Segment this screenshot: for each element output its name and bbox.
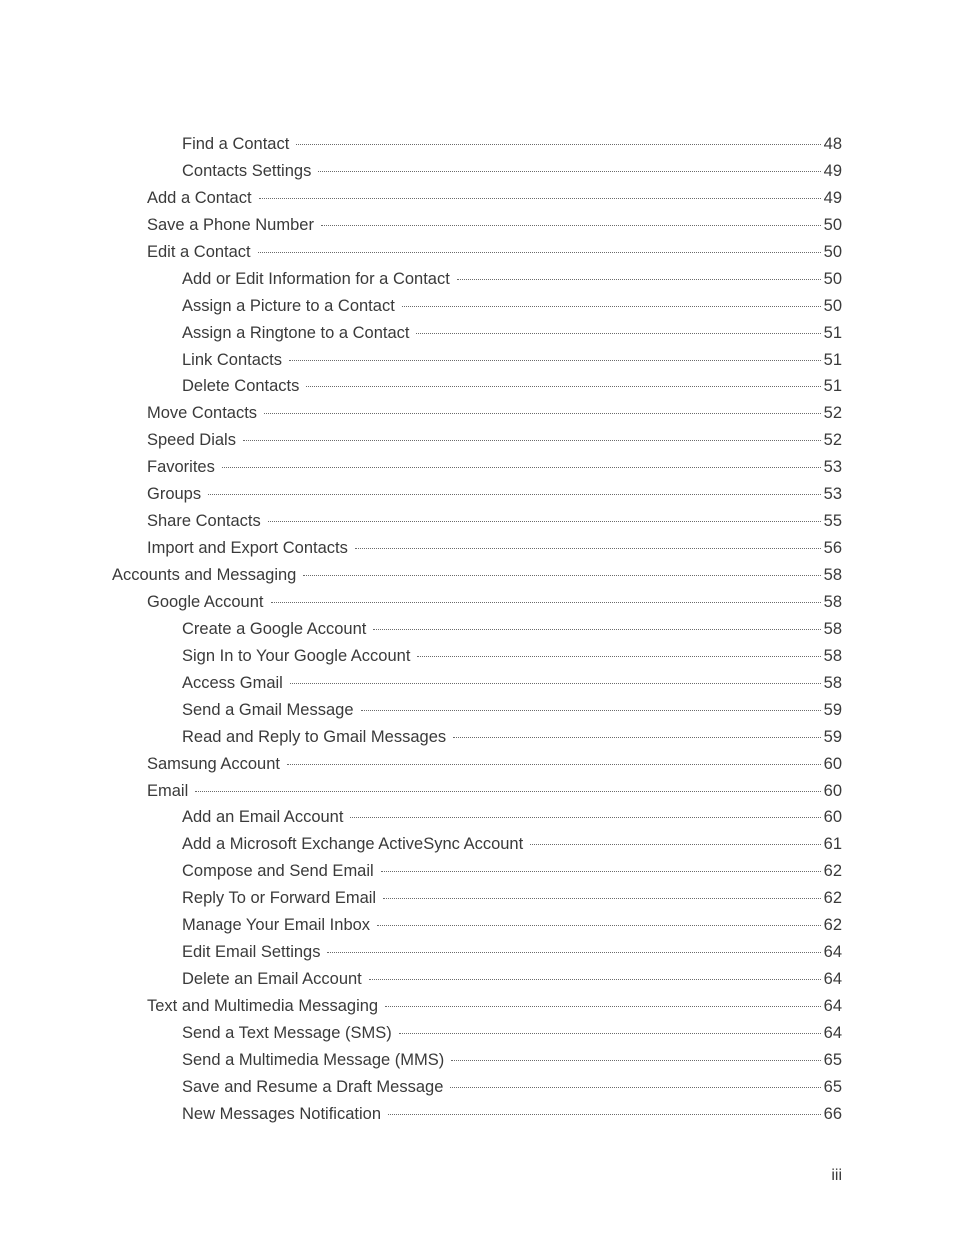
toc-entry-title: Share Contacts	[147, 512, 261, 531]
dot-leader	[385, 1006, 821, 1007]
toc-entry-page: 58	[823, 592, 842, 611]
toc-entry-title: Move Contacts	[147, 404, 258, 423]
toc-entry[interactable]	[147, 212, 842, 239]
toc-entry-title: Sign In to Your Google Account	[182, 646, 411, 665]
toc-entry-title: Edit Email Settings	[182, 943, 321, 962]
dot-leader	[530, 844, 820, 845]
toc-entry-page: 53	[823, 458, 842, 477]
toc-entry-page: 56	[823, 539, 842, 558]
toc-entry[interactable]	[182, 1074, 842, 1101]
dot-leader	[369, 979, 821, 980]
dot-leader	[381, 871, 821, 872]
toc-entry[interactable]	[147, 185, 842, 212]
toc-entry-page: 58	[823, 673, 842, 692]
dot-leader	[417, 656, 820, 657]
dot-leader	[383, 898, 821, 899]
dot-leader	[208, 494, 821, 495]
toc-entry[interactable]	[147, 239, 842, 266]
dot-leader	[258, 252, 821, 253]
toc-entry-page: 58	[823, 646, 842, 665]
dot-leader	[457, 279, 821, 280]
toc-entry[interactable]	[182, 697, 842, 724]
dot-leader	[318, 171, 820, 172]
toc-entry-page: 58	[823, 566, 842, 584]
toc-entry-title: Add or Edit Information for a Contact	[182, 269, 450, 288]
toc-entry-title: Find a Contact	[182, 135, 290, 153]
dot-leader	[355, 548, 821, 549]
toc-entry[interactable]	[112, 562, 842, 589]
toc-entry-title: Text and Multimedia Messaging	[147, 997, 379, 1015]
toc-entry-title: Save and Resume a Draft Message	[182, 1077, 444, 1096]
toc-entry-page: 64	[823, 970, 842, 989]
toc-entry[interactable]	[147, 751, 842, 778]
toc-entry-title: Reply To or Forward Email	[182, 889, 377, 908]
page-number: iii	[831, 1167, 842, 1184]
dot-leader	[243, 440, 821, 441]
toc-entry-title: Send a Multimedia Message (MMS)	[182, 1050, 445, 1069]
dot-leader	[416, 333, 820, 334]
toc-entry[interactable]	[182, 885, 842, 912]
toc-entry-page: 51	[823, 377, 842, 396]
toc-entry-title: Save a Phone Number	[147, 215, 314, 234]
toc-entry-page: 62	[823, 862, 842, 881]
dot-leader	[287, 764, 821, 765]
toc-entry[interactable]	[147, 454, 842, 481]
toc-entry-title: Contacts Settings	[182, 161, 312, 180]
toc-entry-page: 65	[823, 1050, 842, 1069]
toc-entry-page: 49	[823, 161, 842, 180]
dot-leader	[388, 1114, 821, 1115]
toc-entry[interactable]	[182, 616, 842, 643]
dot-leader	[222, 467, 821, 468]
toc-entry-page: 62	[823, 916, 842, 935]
toc-entry-page: 64	[823, 943, 842, 962]
toc-entry[interactable]	[182, 373, 842, 400]
toc-entry-page: 50	[823, 269, 842, 288]
dot-leader	[450, 1087, 820, 1088]
toc-entry-page: 65	[823, 1077, 842, 1096]
toc-entry-page: 64	[823, 997, 842, 1015]
toc-entry-page: 58	[823, 619, 842, 638]
toc-entry-page: 55	[823, 512, 842, 531]
dot-leader	[402, 306, 821, 307]
toc-entry-title: Send a Gmail Message	[182, 700, 354, 719]
toc-entry-title: Import and Export Contacts	[147, 539, 348, 558]
toc-entry-page: 52	[823, 404, 842, 423]
dot-leader	[290, 683, 821, 684]
toc-entry-title: Read and Reply to Gmail Messages	[182, 727, 447, 746]
toc-entry-page: 50	[823, 215, 842, 234]
table-of-contents	[0, 131, 954, 1128]
dot-leader	[306, 386, 820, 387]
toc-entry[interactable]	[182, 804, 842, 831]
toc-entry[interactable]	[182, 158, 842, 185]
toc-entry-page: 59	[823, 700, 842, 719]
toc-entry-title: Accounts and Messaging	[112, 566, 297, 584]
toc-entry[interactable]	[147, 993, 842, 1020]
toc-entry[interactable]	[147, 535, 842, 562]
toc-entry-page: 60	[823, 808, 842, 827]
dot-leader	[373, 629, 820, 630]
toc-entry-title: Assign a Ringtone to a Contact	[182, 323, 410, 342]
toc-entry[interactable]	[147, 778, 842, 805]
toc-entry-title: Add a Microsoft Exchange ActiveSync Account	[182, 835, 524, 854]
toc-entry[interactable]	[182, 912, 842, 939]
dot-leader	[453, 737, 821, 738]
dot-leader	[399, 1033, 821, 1034]
toc-entry-page: 66	[823, 1104, 842, 1123]
toc-entry-page: 62	[823, 889, 842, 908]
dot-leader	[271, 602, 821, 603]
toc-entry[interactable]	[182, 1020, 842, 1047]
toc-entry-title: New Messages Notification	[182, 1104, 381, 1123]
dot-leader	[289, 360, 821, 361]
toc-entry-page: 64	[823, 1023, 842, 1042]
toc-entry-page: 48	[823, 135, 842, 153]
toc-entry[interactable]	[182, 1047, 842, 1074]
toc-entry-title: Add a Contact	[147, 188, 252, 207]
toc-entry-page: 59	[823, 727, 842, 746]
toc-entry-page: 60	[823, 781, 842, 800]
toc-entry-page: 52	[823, 431, 842, 450]
dot-leader	[268, 521, 821, 522]
toc-entry[interactable]	[182, 266, 842, 293]
toc-entry-title: Add an Email Account	[182, 808, 344, 827]
toc-entry[interactable]	[182, 320, 842, 347]
dot-leader	[377, 925, 821, 926]
toc-entry[interactable]	[182, 724, 842, 751]
toc-entry[interactable]	[182, 670, 842, 697]
dot-leader	[195, 791, 820, 792]
toc-entry[interactable]	[182, 858, 842, 885]
toc-entry[interactable]	[182, 1101, 842, 1128]
toc-entry[interactable]	[147, 481, 842, 508]
toc-entry[interactable]	[147, 427, 842, 454]
dot-leader	[451, 1060, 820, 1061]
toc-entry-title: Groups	[147, 485, 202, 504]
toc-entry-title: Access Gmail	[182, 673, 283, 692]
toc-entry[interactable]	[182, 966, 842, 993]
toc-entry-title: Samsung Account	[147, 754, 280, 773]
toc-entry-title: Link Contacts	[182, 350, 282, 369]
toc-entry[interactable]	[147, 400, 842, 427]
toc-entry[interactable]	[182, 939, 842, 966]
dot-leader	[361, 710, 821, 711]
toc-entry-title: Edit a Contact	[147, 242, 251, 261]
toc-entry-title: Email	[147, 781, 189, 800]
toc-entry-page: 60	[823, 754, 842, 773]
toc-entry[interactable]	[182, 347, 842, 374]
toc-entry-page: 49	[823, 188, 842, 207]
toc-entry-title: Delete an Email Account	[182, 970, 362, 989]
toc-entry-title: Google Account	[147, 592, 264, 611]
toc-entry-title: Send a Text Message (SMS)	[182, 1023, 392, 1042]
toc-entry-page: 61	[823, 835, 842, 854]
toc-entry-title: Manage Your Email Inbox	[182, 916, 371, 935]
toc-entry[interactable]	[182, 293, 842, 320]
toc-entry-page: 50	[823, 296, 842, 315]
toc-entry-title: Favorites	[147, 458, 215, 477]
dot-leader	[303, 575, 820, 576]
toc-entry[interactable]	[182, 643, 842, 670]
toc-entry[interactable]	[147, 589, 842, 616]
toc-entry[interactable]	[182, 131, 842, 158]
dot-leader	[296, 144, 820, 145]
toc-entry-page: 51	[823, 323, 842, 342]
dot-leader	[259, 198, 821, 199]
toc-entry-page: 53	[823, 485, 842, 504]
dot-leader	[350, 817, 820, 818]
toc-entry-title: Compose and Send Email	[182, 862, 374, 881]
toc-entry[interactable]	[147, 508, 842, 535]
toc-entry-title: Assign a Picture to a Contact	[182, 296, 395, 315]
toc-entry-page: 50	[823, 242, 842, 261]
toc-entry-title: Create a Google Account	[182, 619, 367, 638]
toc-entry-page: 51	[823, 350, 842, 369]
toc-entry[interactable]	[182, 831, 842, 858]
dot-leader	[327, 952, 820, 953]
dot-leader	[321, 225, 821, 226]
dot-leader	[264, 413, 821, 414]
toc-entry-title: Delete Contacts	[182, 377, 300, 396]
toc-entry-title: Speed Dials	[147, 431, 236, 450]
